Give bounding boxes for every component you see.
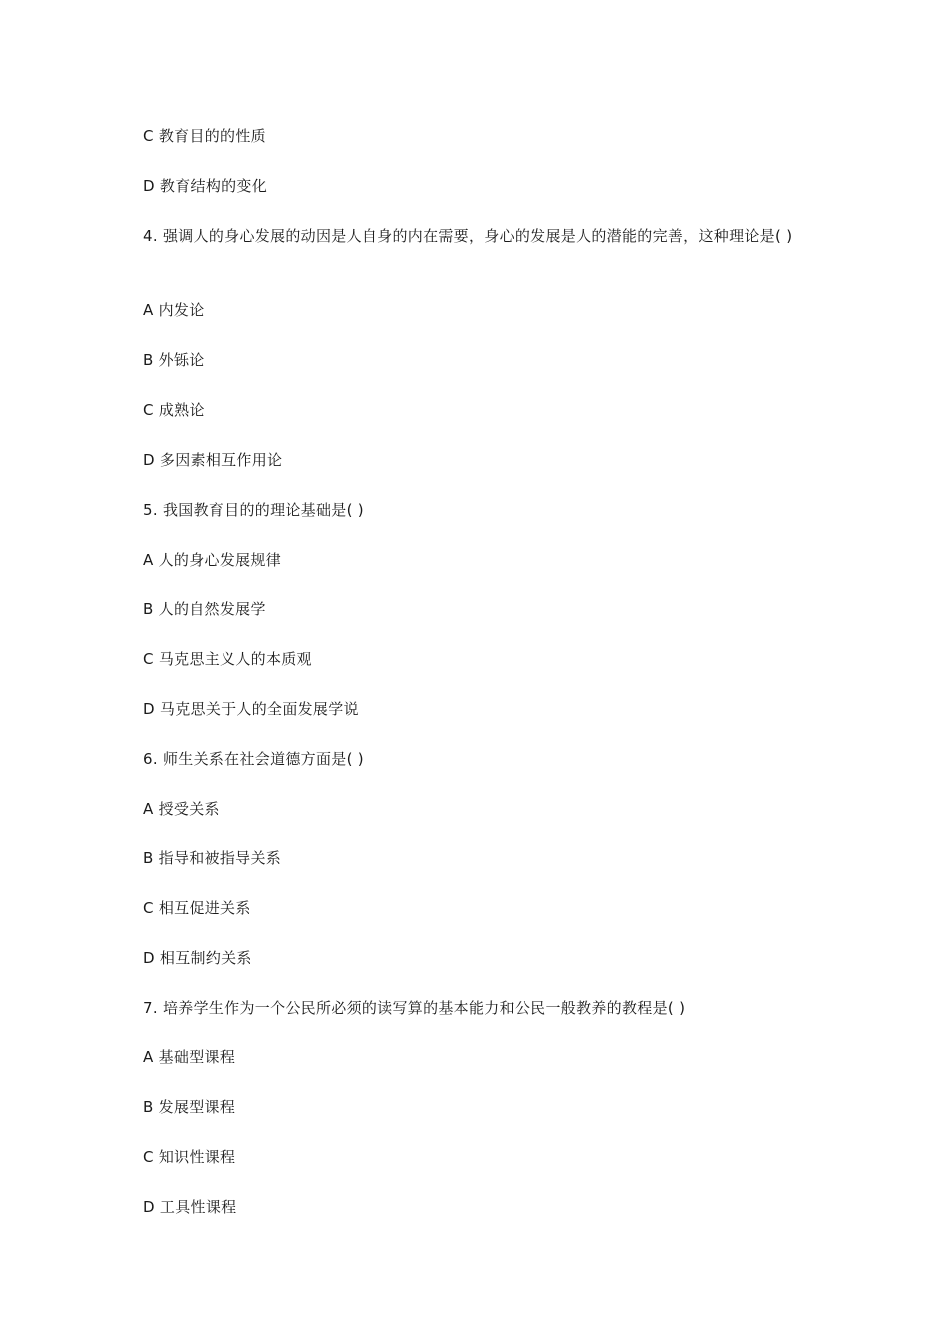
option-3d: D 教育结构的变化 [143,177,268,195]
option-4c: C 成熟论 [143,401,205,419]
option-5d: D 马克思关于人的全面发展学说 [143,700,359,718]
option-6a: A 授受关系 [143,800,220,818]
option-7a: A 基础型课程 [143,1048,236,1066]
option-3c: C 教育目的的性质 [143,127,266,145]
option-4a: A 内发论 [143,301,205,319]
option-5a: A 人的身心发展规律 [143,551,282,569]
option-6b: B 指导和被指导关系 [143,849,282,867]
option-6d: D 相互制约关系 [143,949,252,967]
option-4b: B 外铄论 [143,351,205,369]
option-4d: D 多因素相互作用论 [143,451,283,469]
question-5: 5. 我国教育目的的理论基础是( ) [143,501,364,519]
question-6: 6. 师生关系在社会道德方面是( ) [143,750,364,768]
option-5b: B 人的自然发展学 [143,600,266,618]
question-4: 4. 强调人的身心发展的动因是人自身的内在需要，身心的发展是人的潜能的完善，这种理论是( ) [143,227,793,245]
option-7b: B 发展型课程 [143,1098,236,1116]
option-7c: C 知识性课程 [143,1148,236,1166]
option-5c: C 马克思主义人的本质观 [143,650,312,668]
option-6c: C 相互促进关系 [143,899,251,917]
question-7: 7. 培养学生作为一个公民所必须的读写算的基本能力和公民一般教养的教程是( ) [143,999,686,1017]
option-7d: D 工具性课程 [143,1198,237,1216]
